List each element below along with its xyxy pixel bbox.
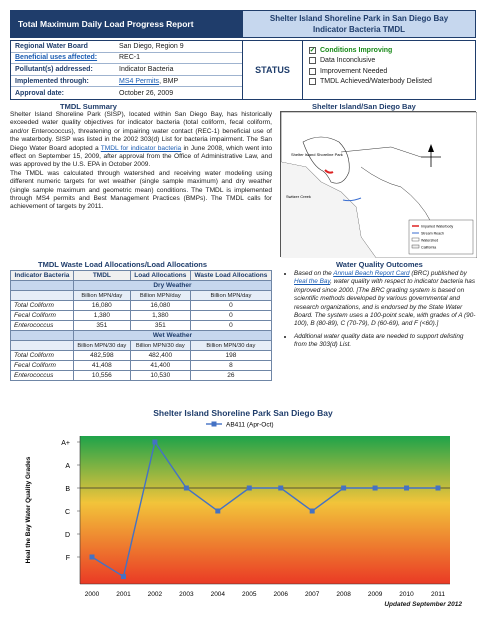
data-point — [436, 486, 441, 491]
beach-report-card-link[interactable]: Annual Beach Report Card — [333, 270, 410, 277]
legend-marker — [212, 422, 217, 427]
map-title: Shelter Island/San Diego Bay — [312, 102, 416, 111]
summary-paragraph: The TMDL was calculated through watershed and receiving water modeling using different numeric targets for wet weather (single sample maximum) and dry weather (single sample maximum and geometric mean) conditions. The TMDL is implemented through MS4 permits and Best Management Practices (BMPs). The TMDL calls for achievement of targets by 2011. — [10, 169, 272, 211]
map-image — [281, 112, 477, 258]
info-value-rest: , BMP — [159, 77, 179, 85]
col-header: Indicator Bacteria — [11, 271, 74, 281]
status-item — [309, 77, 469, 88]
status-item-label: Conditions Improving — [320, 46, 393, 54]
heal-the-bay-link[interactable]: Heal the Bay — [294, 278, 331, 286]
x-tick-label: 2008 — [336, 591, 351, 598]
table-row: Enterococcus 10,556 10,530 26 — [11, 371, 272, 381]
table-row: Enterococcus 351 351 0 — [11, 321, 272, 331]
map-legend — [409, 220, 473, 254]
col-header: Load Allocations — [130, 271, 190, 281]
info-key: Pollutant(s) addressed: — [15, 65, 93, 73]
tmdl-name-line1: Shelter Island Shoreline Park in San Diego Bay — [269, 14, 449, 23]
y-tick-label: A — [65, 463, 70, 470]
wq-outcomes — [284, 270, 476, 354]
report-header — [10, 10, 476, 38]
checkbox-icon — [309, 68, 316, 75]
report-title: Total Maximum Daily Load Progress Report — [10, 10, 242, 38]
info-block — [10, 40, 476, 100]
data-point — [247, 486, 252, 491]
x-tick-label: 2001 — [116, 591, 131, 598]
svg-text:Stream Reach: Stream Reach — [421, 231, 444, 236]
info-row-board — [11, 41, 242, 53]
col-header: TMDL — [73, 271, 130, 281]
dry-weather-band: Dry Weather — [11, 281, 272, 291]
tmdl-name — [242, 10, 476, 38]
svg-text:Watershed: Watershed — [421, 238, 439, 243]
wet-weather-band: Wet Weather — [11, 331, 272, 341]
x-tick-label: 2010 — [399, 591, 414, 598]
list-item: • Based on the Annual Beach Report Card (BRC) published by Heal the Bay, water quality with respect to indicator bacteria has improved since 2000. [The BRC grading system is based on scientific methods developed by various governmental and research organizations, and is endorsed by the State Water Board. The system uses a 100-point scale, with grades of A (90-100), B (80-89), C (70-79), D (60-69), and F (<60).] — [294, 270, 476, 329]
map-label-creek: Switzer Creek — [286, 194, 311, 199]
chart-title: Shelter Island Shoreline Park San Diego Bay — [153, 408, 333, 418]
units-row: Billion MPN/30 day Billion MPN/30 day Billion MPN/30 day — [11, 341, 272, 351]
col-header: Waste Load Allocations — [190, 271, 271, 281]
summary-title: TMDL Summary — [60, 102, 117, 111]
info-table — [11, 41, 243, 99]
grades-chart — [10, 406, 476, 618]
svg-text:Impaired Waterbody: Impaired Waterbody — [421, 224, 454, 229]
status-list — [303, 41, 475, 99]
y-tick-label: D — [64, 532, 70, 539]
checkbox-icon — [309, 78, 316, 85]
table-row: Fecal Coliform 41,408 41,400 8 — [11, 361, 272, 371]
x-tick-label: 2002 — [147, 591, 163, 598]
x-tick-label: 2009 — [367, 591, 383, 598]
updated-date: Updated September 2012 — [384, 601, 462, 608]
list-item: • Additional water quality data are needed to support delisting from the 303(d) List. — [294, 333, 476, 350]
data-point — [90, 555, 95, 560]
status-item — [309, 66, 469, 77]
info-value: San Diego, Region 9 — [119, 42, 184, 50]
x-tick-label: 2007 — [304, 591, 320, 598]
data-point — [404, 486, 409, 491]
x-tick-label: 2006 — [273, 591, 288, 598]
info-row-approval — [11, 87, 242, 99]
alloc-header-row — [11, 271, 272, 281]
y-axis-label: Heal the Bay Water Quality Grades — [25, 456, 32, 564]
x-tick-label: 2011 — [431, 591, 445, 598]
status-item-label: TMDL Achieved/Waterbody Delisted — [320, 78, 432, 86]
alloc-title: TMDL Waste Load Allocations/Load Allocations — [38, 260, 208, 269]
data-point — [310, 509, 315, 514]
data-point — [184, 486, 189, 491]
table-row: Fecal Coliform 1,380 1,380 0 — [11, 311, 272, 321]
wq-title: Water Quality Outcomes — [336, 260, 423, 269]
x-tick-label: 2003 — [179, 591, 194, 598]
info-value: Indicator Bacteria — [119, 65, 174, 73]
info-key: Implemented through: — [15, 77, 89, 85]
info-row-uses — [11, 53, 242, 65]
x-tick-label: 2000 — [84, 591, 100, 598]
table-row: Total Coliform 16,080 16,080 0 — [11, 301, 272, 311]
info-value: REC-1 — [119, 54, 141, 62]
info-value: October 26, 2009 — [119, 89, 174, 97]
data-point — [121, 574, 126, 579]
data-point — [152, 440, 157, 445]
y-tick-label: F — [65, 555, 70, 562]
status-label: STATUS — [243, 41, 303, 99]
x-tick-label: 2005 — [242, 591, 257, 598]
info-key: Regional Water Board — [15, 42, 88, 50]
y-tick-label: C — [64, 509, 70, 516]
data-point — [215, 509, 220, 514]
svg-text:California: California — [421, 245, 437, 250]
status-item — [309, 45, 469, 56]
status-item-label: Improvement Needed — [320, 67, 388, 75]
checkbox-icon — [309, 57, 316, 64]
location-map — [280, 111, 476, 257]
summary-text — [10, 111, 272, 212]
data-point — [278, 486, 283, 491]
table-row: Total Coliform 482,598 482,400 198 — [11, 351, 272, 361]
info-value — [115, 78, 242, 85]
units-row: Billion MPN/day Billion MPN/day Billion MPN/day — [11, 291, 272, 301]
info-row-implemented — [11, 76, 242, 88]
y-tick-label: B — [65, 486, 70, 493]
map-label-park: Shelter Island Shoreline Park — [291, 152, 343, 157]
info-key: Approval date: — [15, 89, 65, 97]
allocation-table — [10, 270, 272, 381]
beneficial-uses-link[interactable]: Beneficial uses affected: — [15, 54, 98, 62]
status-item — [309, 56, 469, 67]
ms4-permits-link[interactable]: MS4 Permits — [119, 77, 160, 85]
x-tick-label: 2004 — [210, 591, 226, 598]
legend-label: AB411 (Apr-Oct) — [226, 421, 274, 429]
data-point — [341, 486, 346, 491]
tmdl-name-line2: Indicator Bacteria TMDL — [312, 25, 405, 34]
chart-svg — [10, 406, 476, 618]
tmdl-link[interactable]: TMDL for indicator bacteria — [100, 144, 182, 152]
chart-background — [80, 436, 450, 584]
status-item-label: Data Inconclusive — [320, 57, 376, 65]
summary-paragraph: Shelter Island Shoreline Park (SISP), located within San Diego Bay, has historically exceeded water quality objectives for indicator bacteria (total coliform, fecal coliform, and/or Enterococcus), threatening or impairing water contact (REC-1) beneficial use of the waterbody. SISP was listed in the 2002 303(d) List for bacteria impairment. The San Diego Water Board adopted a TMDL for indicator bacteria in June 2008, which went into effect on September 15, 2009, after approval from the Office of Administrative Law, and was approved by the U.S. EPA in October 2009. — [10, 111, 272, 169]
data-point — [373, 486, 378, 491]
info-row-pollutants — [11, 64, 242, 76]
y-tick-label: A+ — [61, 440, 70, 447]
checked-box-icon: ✓ — [309, 46, 316, 54]
